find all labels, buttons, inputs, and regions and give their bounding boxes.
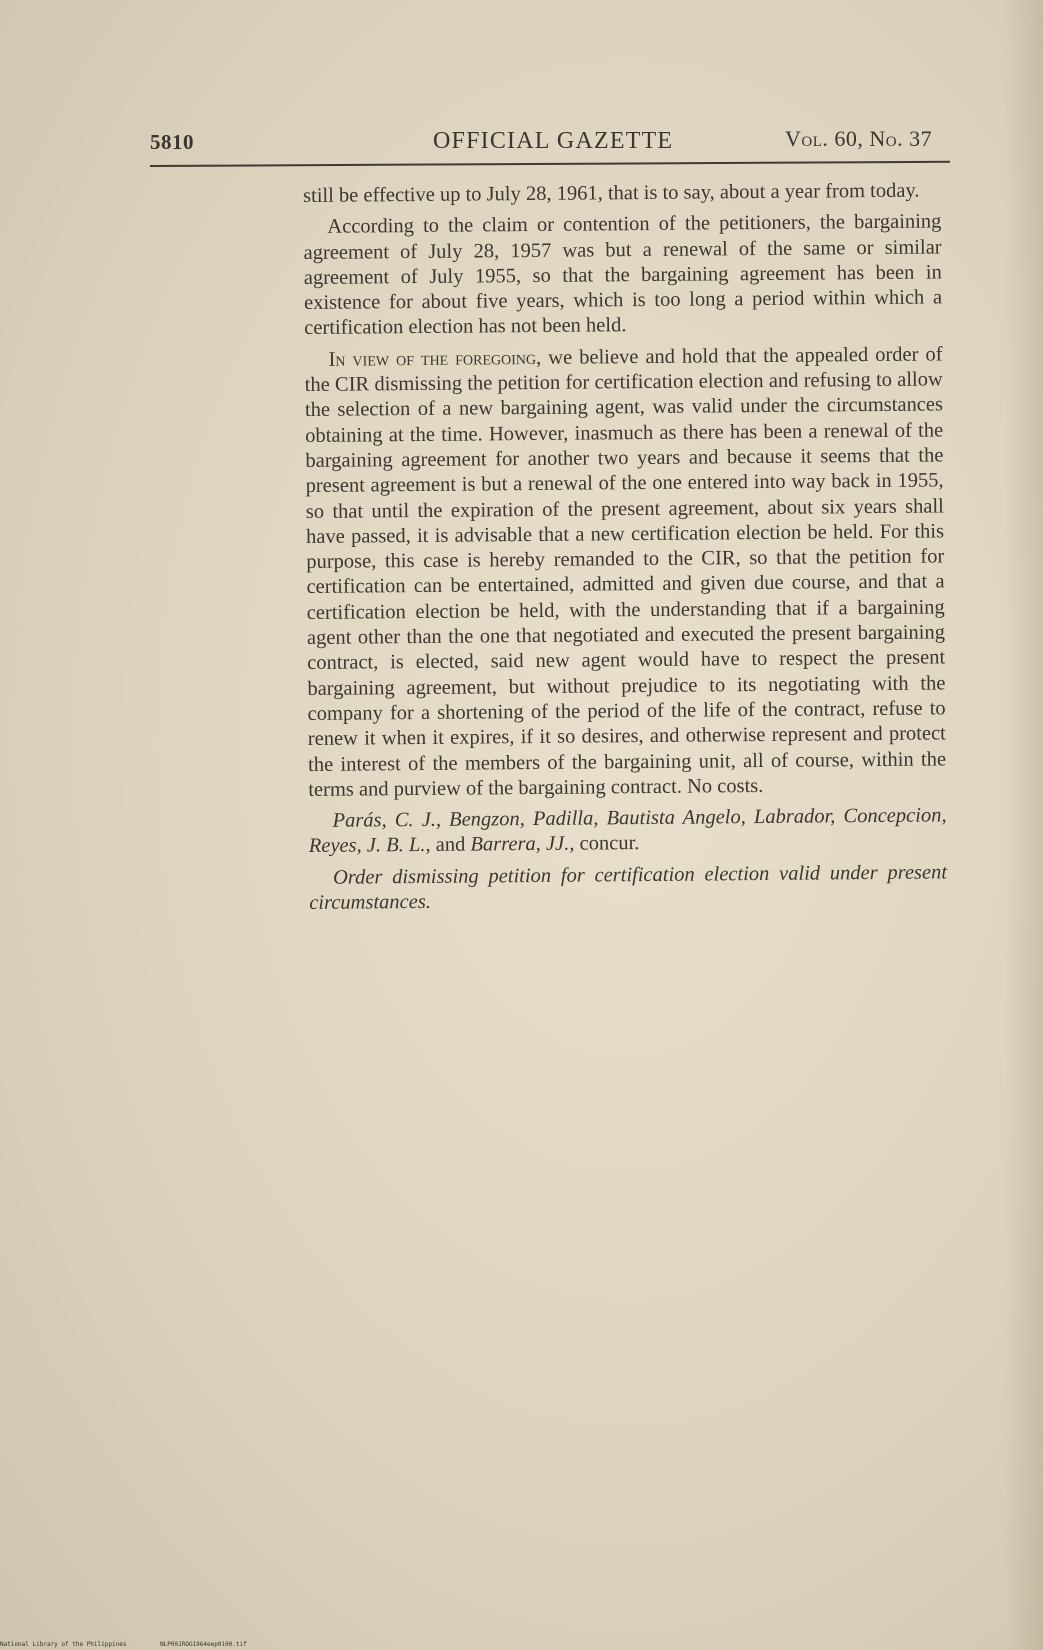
justice-names: Parás, C. J., Bengzon, Padilla, Bautista Angelo, Labrador, Concepcion, Reyes, J. B. L., <box>308 804 947 858</box>
scan-filename: NLP00JROG1964eep0100.tif <box>160 1641 247 1648</box>
order-summary: Order dismissing petition for certification election valid under present circumstances. <box>309 861 948 914</box>
conjunction-and: and <box>430 833 471 857</box>
volume-issue: Vol. 60, No. 37 <box>785 126 933 151</box>
paragraph-2: According to the claim or contention of the petitioners, the bargaining agreement of July 28, 1957 was but a renewal of the same or similar agreement of July 1955, so that the bargaining agreement has been in existence for about five years, which is too long a period within which a certification election has not been held. <box>303 210 943 340</box>
paragraph-3-lead: In view of the foregoing, <box>328 346 542 371</box>
journal-title: OFFICIAL GAZETTE <box>433 128 674 154</box>
concur-text: concur. <box>574 832 640 856</box>
justice-last: Barrera, JJ., <box>470 833 575 856</box>
paragraph-1: still be effective up to July 28, 1961, that is to say, about a year from today. <box>303 179 920 207</box>
page-number: 5810 <box>150 130 194 154</box>
body-text <box>303 178 947 922</box>
page-header <box>150 126 950 158</box>
paragraph-3 <box>304 342 946 803</box>
page-spine-shadow <box>1003 0 1043 1650</box>
paragraph-3-rest: we believe and hold that the appealed order of the CIR dismissing the petition for certification election and refusing to allow the selection of a new bargaining agent, was valid under the circumstances obtaining at the time. However, inasmuch as there has been a renewal of the bargaining agreement for another two years and because it seems that the present agreement is but a renewal of the one entered into way back in 1955, so that until the expiration of the present agreement, about six years shall have passed, it is advisable that a new certification election be held. For this purpose, this case is hereby remanded to the CIR, so that the petition for certification can be entertained, admitted and given due course, and that a certification election be held, with the understanding that if a bargaining agent other than the one that negotiated and executed the present bargaining contract, is elected, said new agent would have to respect the present bargaining agreement, but without prejudice to its negotiating with the company for a shortening of the period of the life of the contract, refuse to renew it when it expires, if it so desires, and otherwise represent and protect the interest of the members of the bargaining unit, all of course, within the terms and purview of the bargaining contract. No costs. <box>304 343 947 801</box>
concurring-justices <box>308 804 946 860</box>
scan-footer <box>0 1641 277 1648</box>
header-rule <box>150 161 950 167</box>
library-credit: National Library of the Philippines <box>0 1641 127 1648</box>
